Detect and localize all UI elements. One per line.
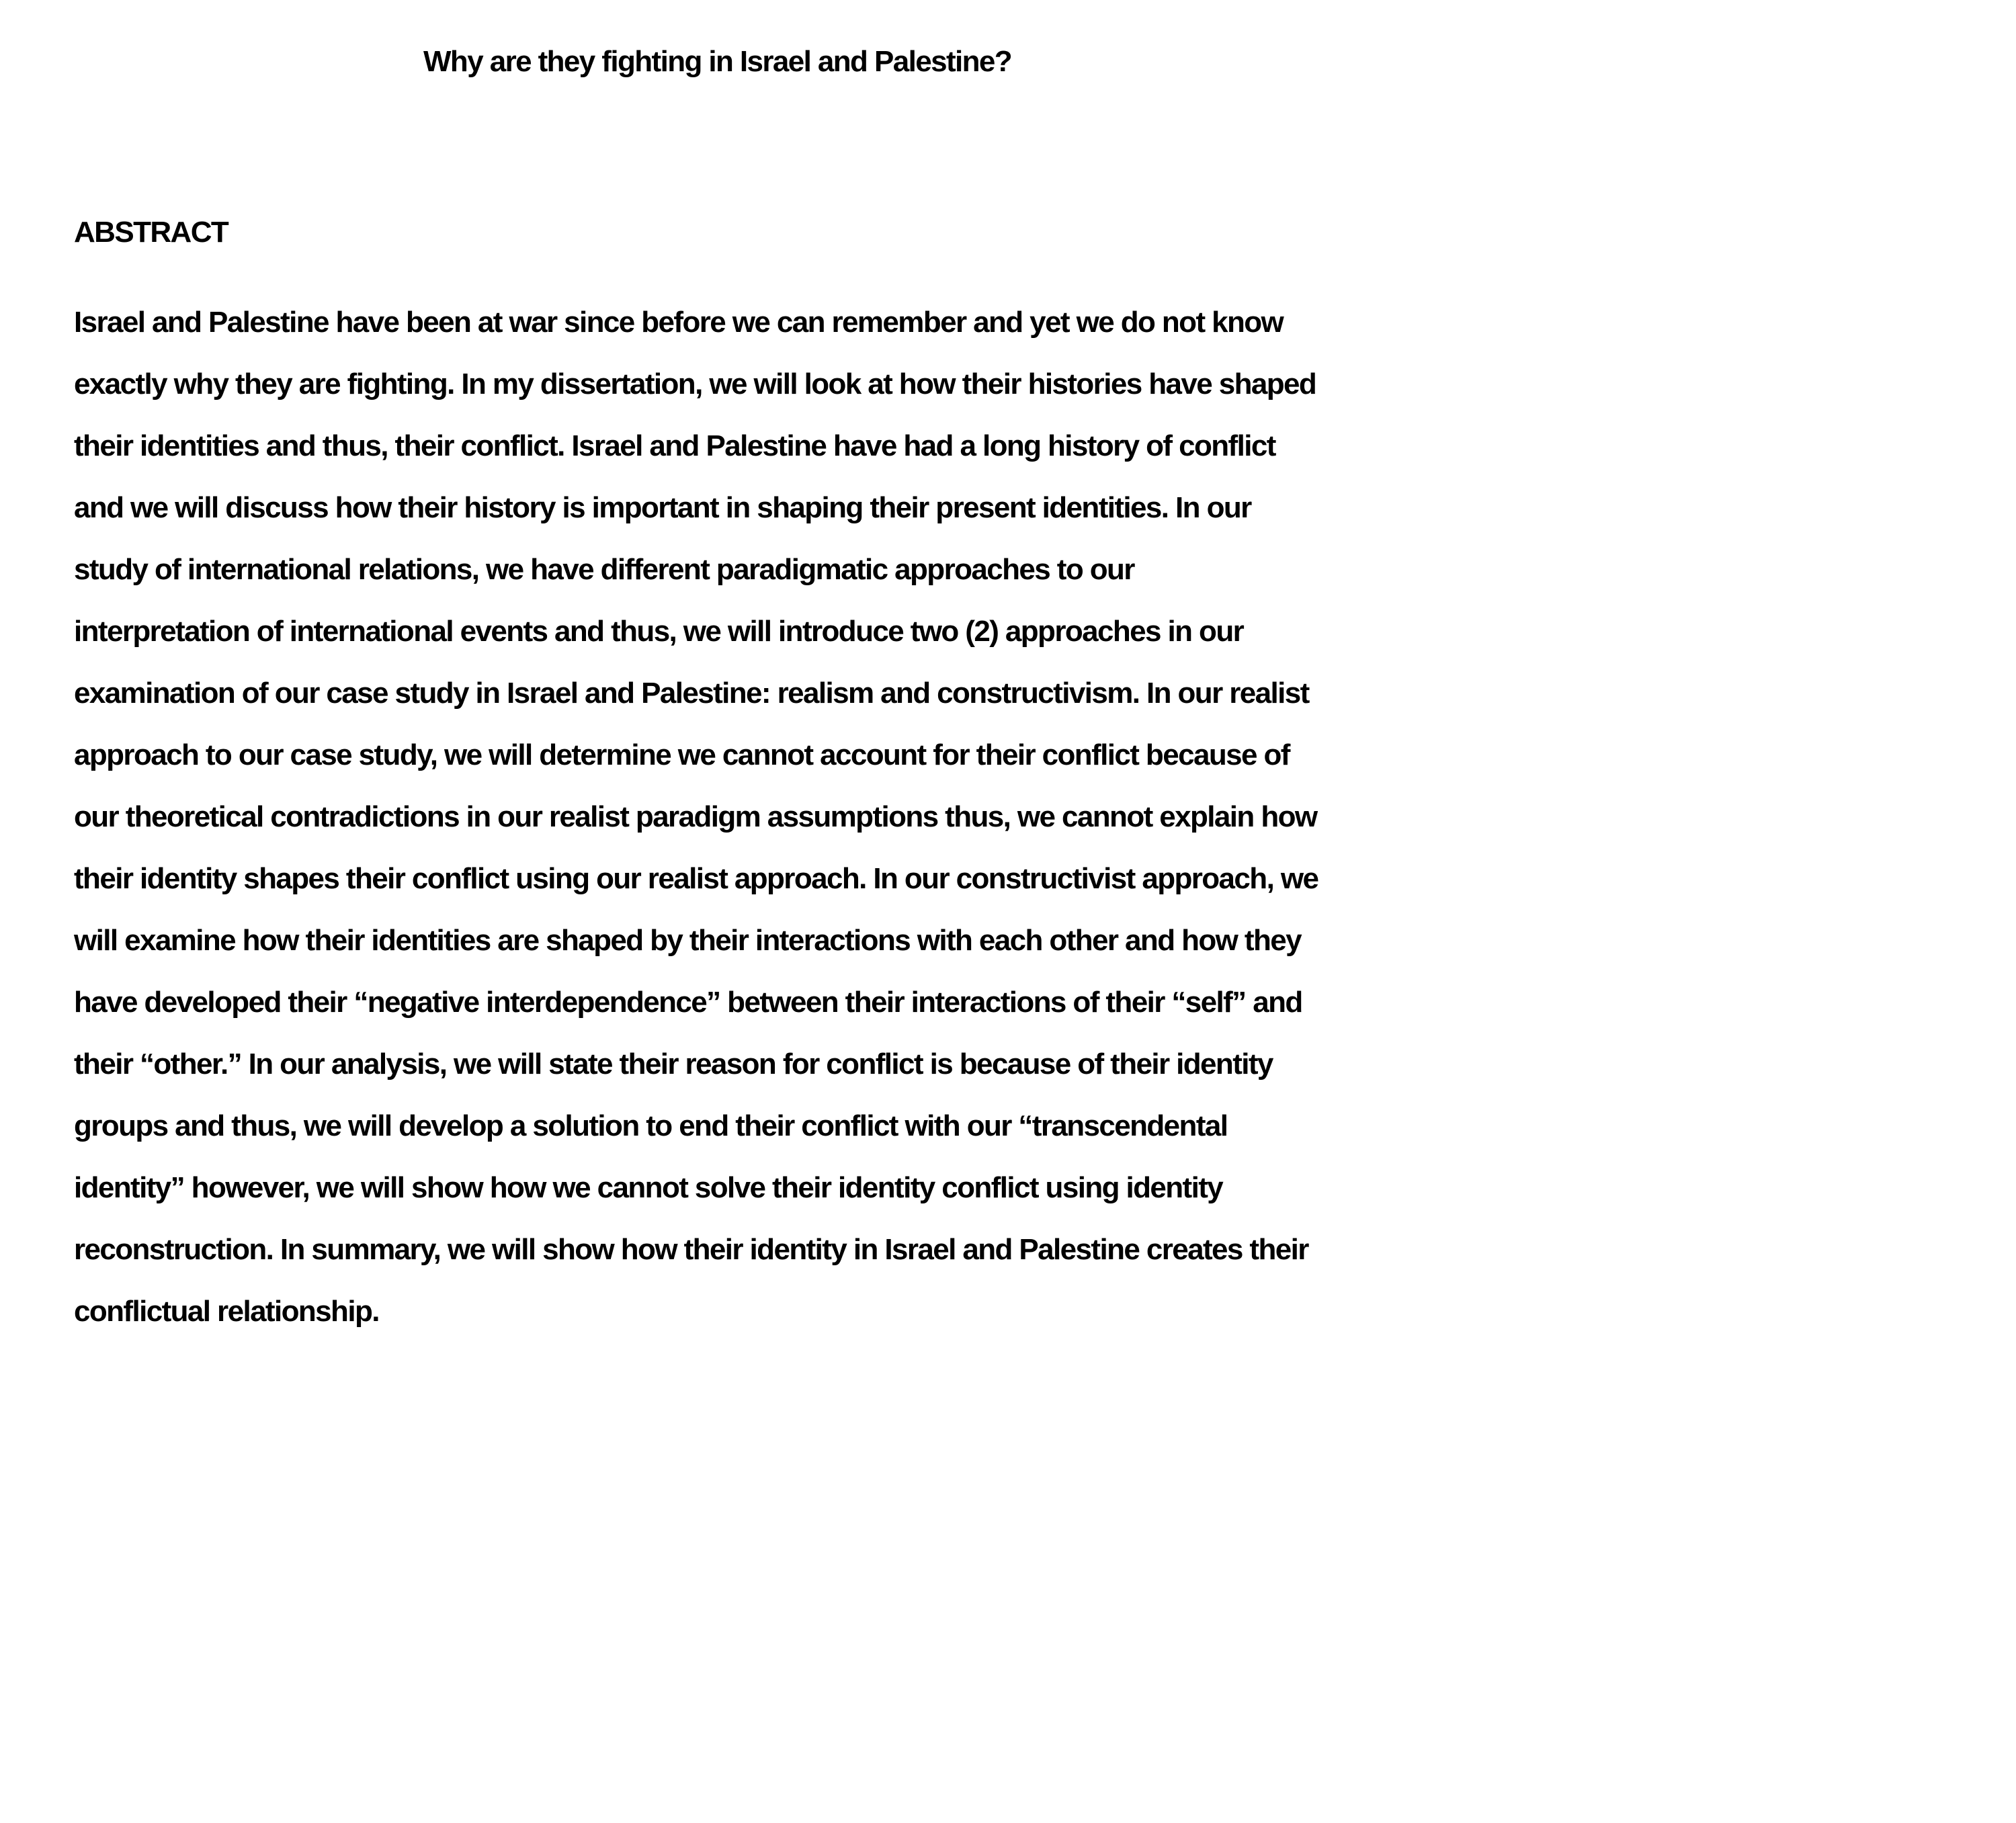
document-title: Why are they fighting in Israel and Palestine? [423,45,1012,78]
abstract-line: conflictual relationship. [74,1295,379,1328]
abstract-line: our theoretical contradictions in our realist paradigm assumptions thus, we cannot explain how [74,800,1317,833]
abstract-line: study of international relations, we have different paradigmatic approaches to our [74,553,1134,586]
abstract-line: Israel and Palestine have been at war since before we can remember and yet we do not know [74,306,1284,339]
abstract-line: their “other.” In our analysis, we will state their reason for conflict is because of their identity [74,1048,1273,1080]
abstract-line: reconstruction. In summary, we will show how their identity in Israel and Palestine creates their [74,1233,1308,1266]
abstract-line: their identities and thus, their conflict. Israel and Palestine have had a long history of conflict [74,429,1275,462]
abstract-line: and we will discuss how their history is important in shaping their present identities. In our [74,491,1251,524]
abstract-line: exactly why they are fighting. In my dissertation, we will look at how their histories have shaped [74,368,1316,400]
abstract-line: have developed their “negative interdependence” between their interactions of their “self” and [74,986,1302,1019]
abstract-paragraph [74,292,1485,1343]
abstract-line: interpretation of international events and thus, we will introduce two (2) approaches in our [74,615,1244,648]
abstract-line: approach to our case study, we will determine we cannot account for their conflict because of [74,738,1290,771]
abstract-line: identity” however, we will show how we cannot solve their identity conflict using identity [74,1171,1223,1204]
abstract-line: will examine how their identities are shaped by their interactions with each other and how they [74,924,1301,957]
abstract-heading: ABSTRACT [74,216,228,249]
abstract-line: examination of our case study in Israel and Palestine: realism and constructivism. In our realist [74,677,1309,710]
abstract-line: their identity shapes their conflict using our realist approach. In our constructivist approach, we [74,862,1318,895]
abstract-line: groups and thus, we will develop a solution to end their conflict with our “transcendental [74,1109,1228,1142]
